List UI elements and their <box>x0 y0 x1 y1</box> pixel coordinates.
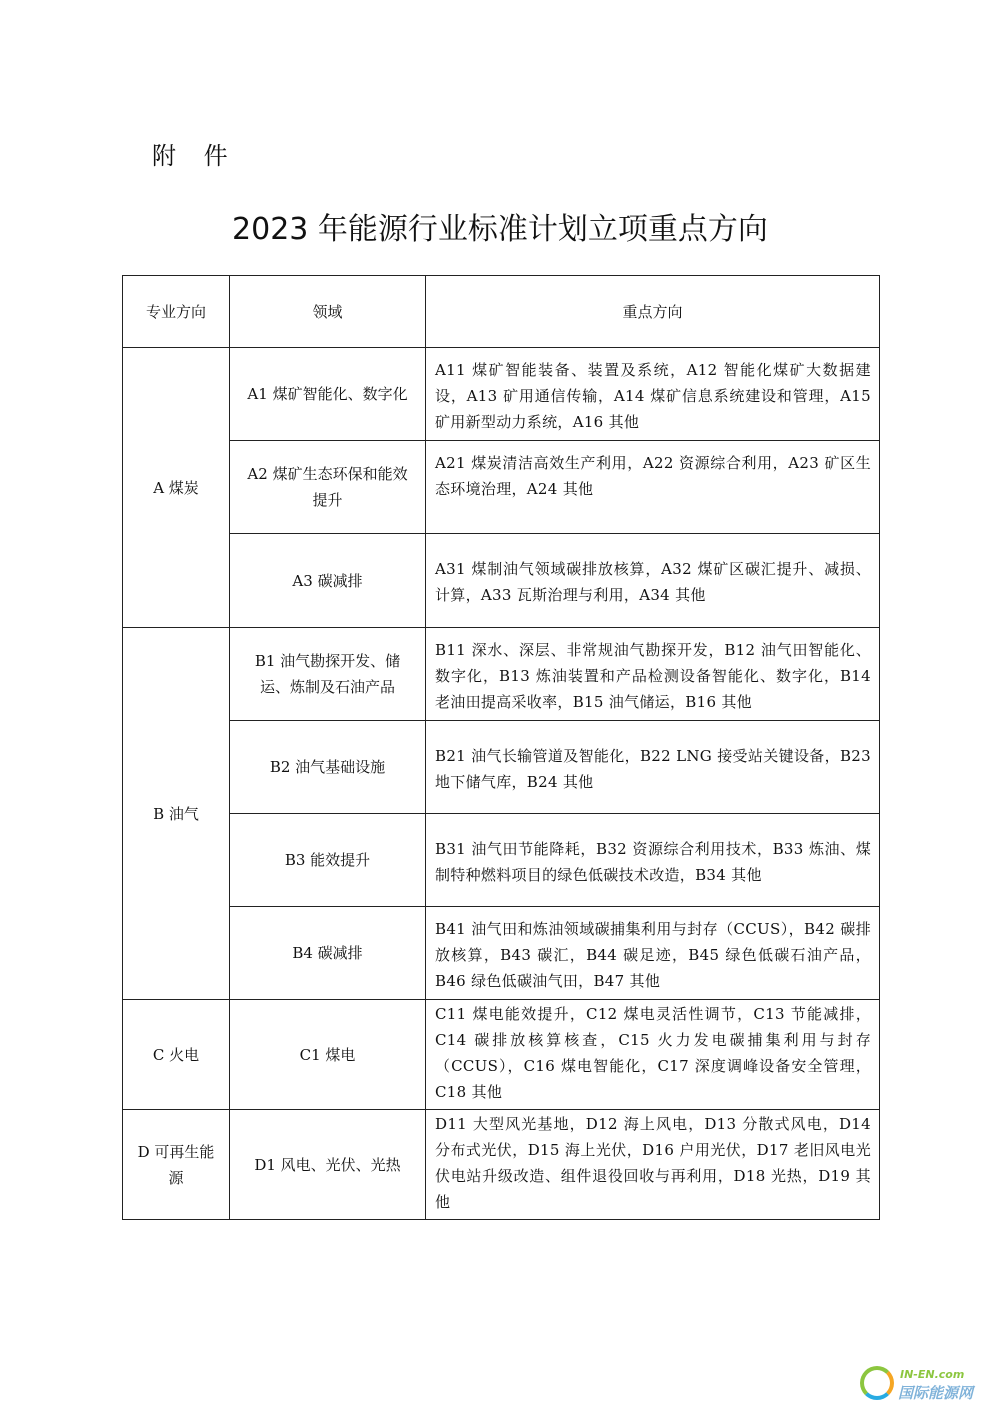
table-row <box>123 907 880 1000</box>
focus-cell: A21 煤炭清洁高效生产利用，A22 资源综合利用，A23 矿区生态环境治理，A24 其他 <box>426 441 880 534</box>
table-row <box>123 534 880 628</box>
attachment-label: 附 件 <box>152 142 238 170</box>
focus-cell: B41 油气田和炼油领域碳捕集利用与封存（CCUS），B42 碳排放核算，B43 碳汇，B44 碳足迹，B45 绿色低碳石油产品，B46 绿色低碳油气田，B47 其他 <box>426 907 880 1000</box>
table-row <box>123 628 880 721</box>
table-row <box>123 721 880 814</box>
field-cell: B1 油气勘探开发、储运、炼制及石油产品 <box>230 628 426 721</box>
document-title: 2023 年能源行业标准计划立项重点方向 <box>232 212 768 247</box>
field-cell: D1 风电、光伏、光热 <box>230 1110 426 1220</box>
focus-cell: A31 煤制油气领域碳排放核算，A32 煤矿区碳汇提升、减损、计算，A33 瓦斯治理与利用，A34 其他 <box>426 534 880 628</box>
table-row <box>123 1000 880 1110</box>
focus-cell: B11 深水、深层、非常规油气勘探开发，B12 油气田智能化、数字化，B13 炼油装置和产品检测设备智能化、数字化，B14 老油田提高采收率，B15 油气储运，B16 其他 <box>426 628 880 721</box>
header-category: 专业方向 <box>123 276 230 348</box>
table-header-row <box>123 276 880 348</box>
field-cell: A3 碳减排 <box>230 534 426 628</box>
field-cell: B2 油气基础设施 <box>230 721 426 814</box>
field-cell: B3 能效提升 <box>230 814 426 907</box>
table-row <box>123 1110 880 1220</box>
header-field: 领域 <box>230 276 426 348</box>
category-cell: D 可再生能源 <box>123 1110 230 1220</box>
field-cell: A2 煤矿生态环保和能效提升 <box>230 441 426 534</box>
focus-cell: A11 煤矿智能装备、装置及系统，A12 智能化煤矿大数据建设，A13 矿用通信传输，A14 煤矿信息系统建设和管理，A15 矿用新型动力系统，A16 其他 <box>426 348 880 441</box>
watermark-site-en: IN-EN.com <box>900 1368 965 1381</box>
focus-cell: C11 煤电能效提升，C12 煤电灵活性调节，C13 节能减排，C14 碳排放核算核查，C15 火力发电碳捕集利用与封存（CCUS），C16 煤电智能化，C17 深度调峰设备安全管理，C18 其他 <box>426 1000 880 1110</box>
header-focus: 重点方向 <box>426 276 880 348</box>
table-row <box>123 814 880 907</box>
table-row <box>123 441 880 534</box>
standards-plan-table <box>122 275 880 1220</box>
field-cell: C1 煤电 <box>230 1000 426 1110</box>
field-cell: B4 碳减排 <box>230 907 426 1000</box>
focus-cell: B21 油气长输管道及智能化，B22 LNG 接受站关键设备，B23 地下储气库，B24 其他 <box>426 721 880 814</box>
table-row <box>123 348 880 441</box>
watermark-site-cn: 国际能源网 <box>898 1384 974 1402</box>
category-cell: C 火电 <box>123 1000 230 1110</box>
focus-cell: B31 油气田节能降耗，B32 资源综合利用技术，B33 炼油、煤制特种燃料项目的绿色低碳技术改造，B34 其他 <box>426 814 880 907</box>
field-cell: A1 煤矿智能化、数字化 <box>230 348 426 441</box>
logo-swirl-icon <box>860 1366 894 1400</box>
category-cell: A 煤炭 <box>123 348 230 628</box>
focus-cell: D11 大型风光基地，D12 海上风电，D13 分散式风电，D14 分布式光伏，D15 海上光伏，D16 户用光伏，D17 老旧风电光伏电站升级改造、组件退役回收与再利用，D18 光热，D19 其他 <box>426 1110 880 1220</box>
site-watermark-logo <box>858 1360 1000 1414</box>
category-cell: B 油气 <box>123 628 230 1000</box>
